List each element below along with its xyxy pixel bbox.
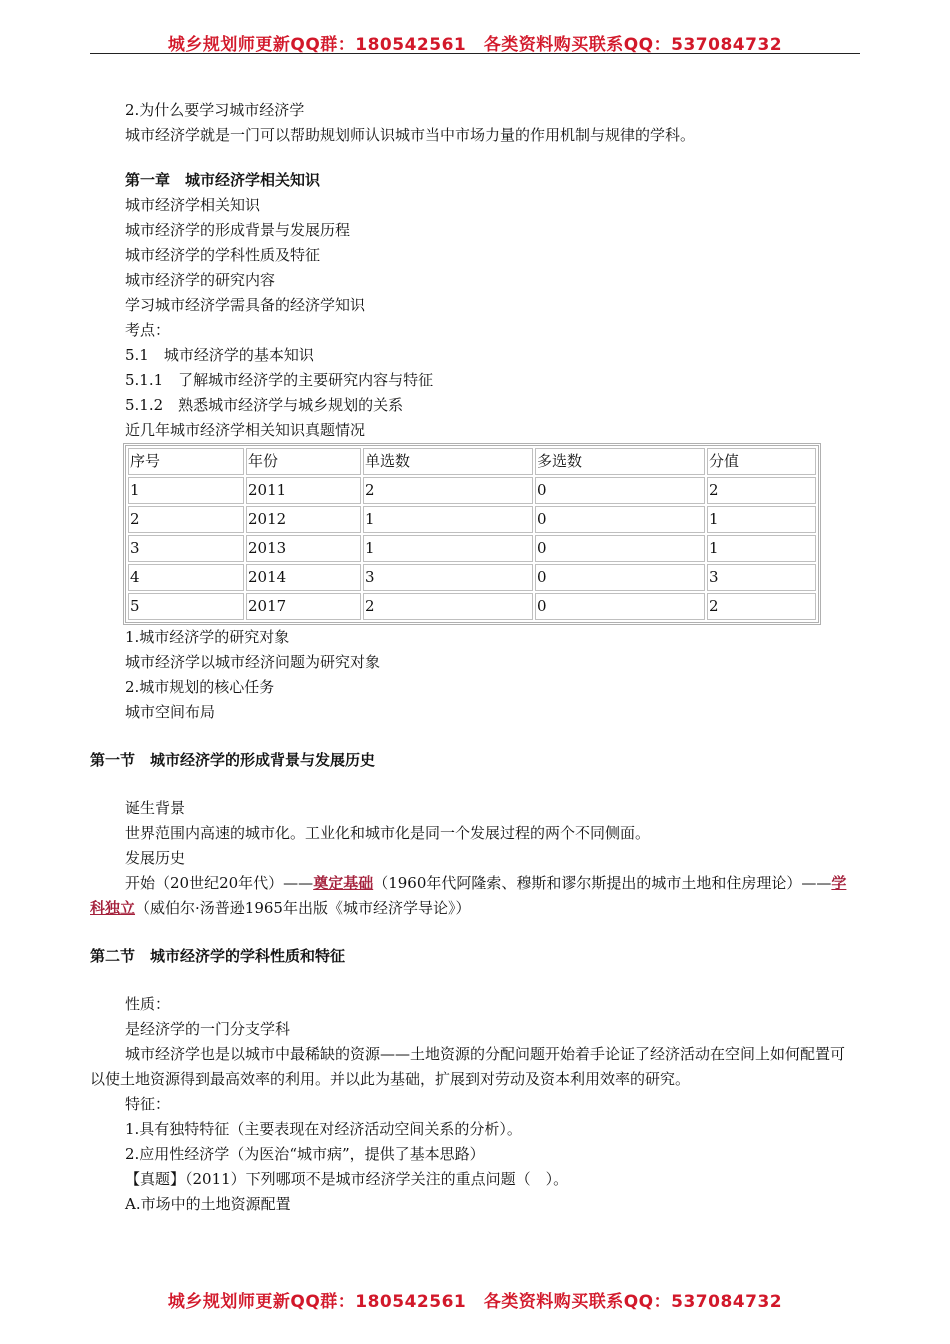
nature-item: 是经济学的一门分支学科 [125,1020,291,1038]
birth-label: 诞生背景 [125,799,186,817]
table-cell: 2017 [246,593,361,620]
table-cell: 2011 [246,477,361,504]
link-independence[interactable]: 学科独立 [90,874,847,917]
feature-item: 2.应用性经济学（为医治“城市病”，提供了基本思路） [125,1145,485,1163]
history-label: 发展历史 [125,849,186,867]
table-cell: 0 [535,593,705,620]
nature-paragraph [0,1042,950,1092]
table-cell: 1 [363,506,533,533]
table-cell: 2012 [246,506,361,533]
after-table-line: 1.城市经济学的研究对象 [125,628,290,646]
after-table-line: 城市空间布局 [125,703,216,721]
q2-title: 2.为什么要学习城市经济学 [125,101,305,119]
table-cell: 2013 [246,535,361,562]
kaodian-item: 5.1.1 了解城市经济学的主要研究内容与特征 [125,371,434,389]
exam-stats-table [123,443,821,625]
header-cell-index: 序号 [128,448,244,475]
history-end: （威伯尔·汤普逊1965年出版《城市经济学导论》） [135,899,471,917]
chapter-item: 学习城市经济学需具备的经济学知识 [125,296,366,314]
table-cell: 0 [535,564,705,591]
table-row [128,477,816,504]
table-cell: 3 [707,564,816,591]
birth-text: 世界范围内高速的城市化。工业化和城市化是同一个发展过程的两个不同侧面。 [125,824,651,842]
history-paragraph [0,871,950,921]
chapter-title: 第一章 城市经济学相关知识 [125,171,321,189]
section1-title: 第一节 城市经济学的形成背景与发展历史 [90,751,376,769]
table-row [128,593,816,620]
header-cell-single: 单选数 [363,448,533,475]
table-cell: 0 [535,535,705,562]
feature-item: 1.具有独特特征（主要表现在对经济活动空间关系的分析）。 [125,1120,522,1138]
after-table-line: 2.城市规划的核心任务 [125,678,275,696]
header-cell-multi: 多选数 [535,448,705,475]
table-cell: 0 [535,506,705,533]
table-cell: 1 [707,535,816,562]
table-header-row [128,448,816,475]
table-cell: 1 [707,506,816,533]
table-cell: 2 [128,506,244,533]
header-cell-year: 年份 [246,448,361,475]
table-cell: 4 [128,564,244,591]
nature-label: 性质： [125,995,171,1013]
table-row [128,564,816,591]
table-row [128,535,816,562]
option-a: A.市场中的土地资源配置 [125,1195,291,1213]
table-cell: 2 [707,477,816,504]
table-row [128,506,816,533]
kaodian-item: 5.1 城市经济学的基本知识 [125,346,314,364]
chapter-item: 城市经济学的学科性质及特征 [125,246,321,264]
chapter-item: 城市经济学的形成背景与发展历程 [125,221,351,239]
table-cell: 1 [128,477,244,504]
table-caption: 近几年城市经济学相关知识真题情况 [125,421,366,439]
kaodian-item: 5.1.2 熟悉城市经济学与城乡规划的关系 [125,396,404,414]
table-cell: 3 [363,564,533,591]
link-foundation[interactable]: 奠定基础 [313,874,374,892]
table-cell: 5 [128,593,244,620]
header-banner: 城乡规划师更新QQ群：180542561 各类资料购买联系QQ：537084732 [167,35,783,55]
table-cell: 0 [535,477,705,504]
chapter-item: 城市经济学相关知识 [125,196,261,214]
nature-paragraph-text: 城市经济学也是以城市中最稀缺的资源——土地资源的分配问题开始着手论证了经济活动在空间上如何配置可以使土地资源得到最高效率的利用。并以此为基础，扩展到对劳动及资本利用效率的研究。 [90,1045,846,1088]
header-rule [90,53,860,54]
history-mid: （1960年代阿隆索、穆斯和谬尔斯提出的城市土地和住房理论）—— [373,874,832,892]
kaodian-label: 考点： [125,321,171,339]
section2-title: 第二节 城市经济学的学科性质和特征 [90,947,346,965]
table-cell: 2 [707,593,816,620]
chapter-item: 城市经济学的研究内容 [125,271,276,289]
exam-question: 【真题】（2011）下列哪项不是城市经济学关注的重点问题（ ）。 [125,1170,569,1188]
table-cell: 1 [363,535,533,562]
table-cell: 2 [363,477,533,504]
footer-banner: 城乡规划师更新QQ群：180542561 各类资料购买联系QQ：537084732 [167,1292,783,1312]
header-cell-score: 分值 [707,448,816,475]
table-cell: 3 [128,535,244,562]
table-cell: 2014 [246,564,361,591]
q2-answer: 城市经济学就是一门可以帮助规划师认识城市当中市场力量的作用机制与规律的学科。 [125,126,696,144]
table-cell: 2 [363,593,533,620]
after-table-line: 城市经济学以城市经济问题为研究对象 [125,653,381,671]
history-start: 开始（20世纪20年代）—— [125,874,314,892]
feature-label: 特征： [125,1095,171,1113]
document-body [0,98,950,1217]
